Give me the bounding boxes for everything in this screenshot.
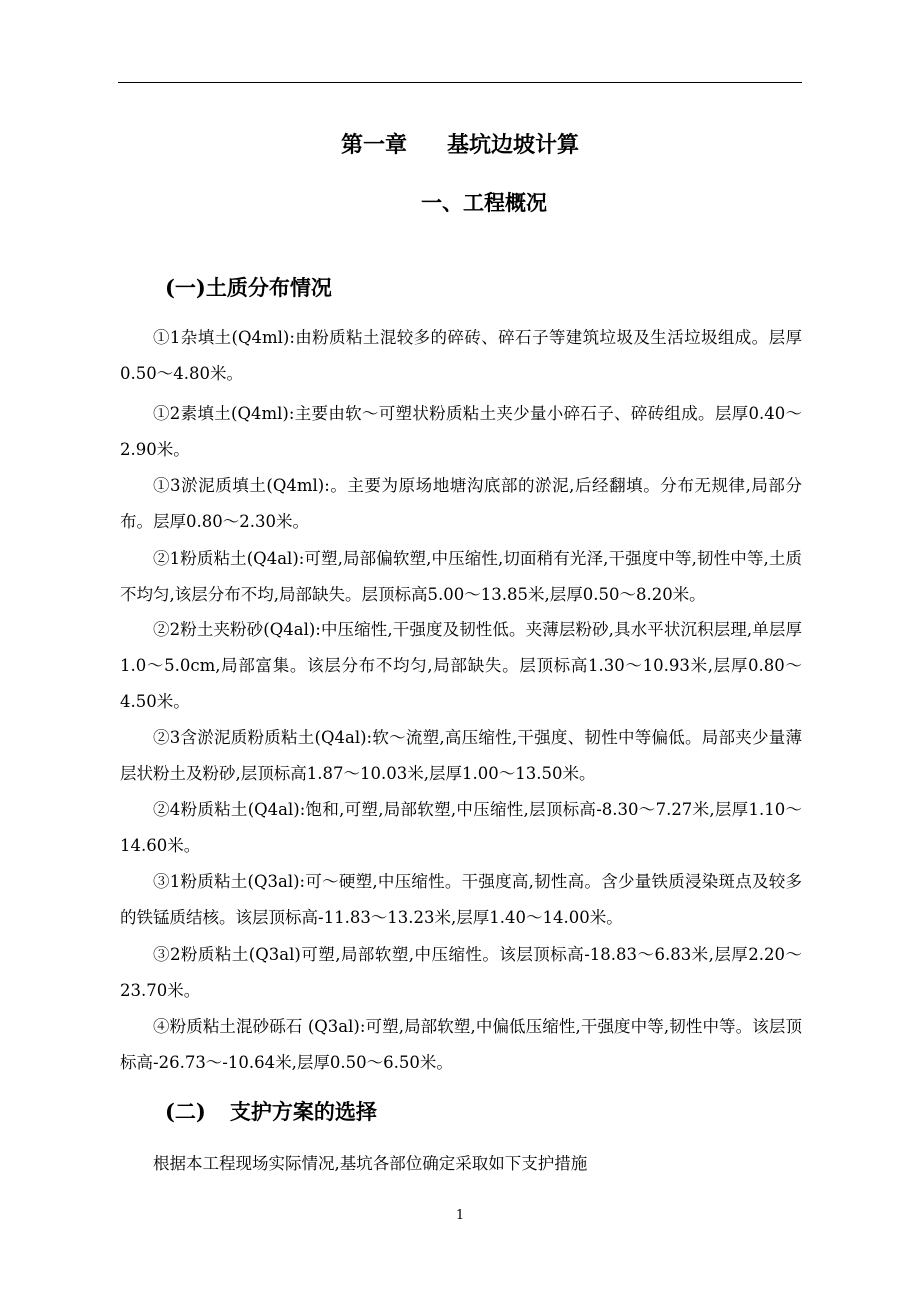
paragraph: ③1粉质粘土(Q3al):可～硬塑,中压缩性。干强度高,韧性高。含少量铁质浸染斑点及较多的铁锰质结核。该层顶标高-11.83～13.23米,层厚1.40～14.00米。 (120, 872, 802, 927)
closing-paragraph: 根据本工程现场实际情况,基坑各部位确定采取如下支护措施 (153, 1154, 588, 1173)
subsection-title-support (165, 1096, 377, 1128)
paragraph: ②4粉质粘土(Q4al):饱和,可塑,局部软塑,中压缩性,层顶标高-8.30～7.27米,层厚1.10～14.60米。 (120, 800, 802, 855)
paragraph: ②3含淤泥质粉质粘土(Q4al):软～流塑,高压缩性,干强度、韧性中等偏低。局部夹少量薄层状粉土及粉砂,层顶标高1.87～10.03米,层厚1.00～13.50米。 (120, 728, 802, 783)
header-rule (118, 82, 802, 83)
chapter-label: 第一章 (340, 132, 407, 158)
subsection-title-soil: (一)土质分布情况 (165, 275, 332, 300)
paragraph: ②2粉土夹粉砂(Q4al):中压缩性,干强度及韧性低。夹薄层粉砂,具水平状沉积层理,单层厚1.0～5.0cm,局部富集。该层分布不均匀,局部缺失。层顶标高1.30～10.93米,层厚0.80～4.50米。 (120, 620, 802, 711)
page-number: 1 (455, 1208, 465, 1223)
paragraph: ②1粉质粘土(Q4al):可塑,局部偏软塑,中压缩性,切面稍有光泽,干强度中等,韧性中等,土质不均匀,该层分布不均,局部缺失。层顶标高5.00～13.85米,层厚0.50～8.20米。 (120, 549, 802, 604)
chapter-title: 基坑边坡计算 (447, 132, 580, 158)
chapter-heading (0, 128, 920, 162)
paragraph: ④粉质粘土混砂砾石 (Q3al):可塑,局部软塑,中偏低压缩性,干强度中等,韧性中等。该层顶标高-26.73～-10.64米,层厚0.50～6.50米。 (120, 1017, 802, 1072)
section-title: 一、工程概况 (421, 190, 547, 215)
paragraph: ①2素填土(Q4ml):主要由软～可塑状粉质粘土夹少量小碎石子、碎砖组成。层厚0.40～2.90米。 (120, 404, 802, 459)
paragraph: ③2粉质粘土(Q3al)可塑,局部软塑,中压缩性。该层顶标高-18.83～6.83米,层厚2.20～23.70米。 (120, 945, 802, 1000)
subsection-text: 支护方案的选择 (229, 1099, 377, 1124)
paragraph: ①1杂填土(Q4ml):由粉质粘土混较多的碎砖、碎石子等建筑垃圾及生活垃圾组成。层厚0.50～4.80米。 (120, 328, 802, 383)
subsection-number: (二) (165, 1099, 206, 1124)
paragraph: ①3淤泥质填土(Q4ml):。主要为原场地塘沟底部的淤泥,后经翻填。分布无规律,局部分布。层厚0.80～2.30米。 (120, 476, 802, 531)
